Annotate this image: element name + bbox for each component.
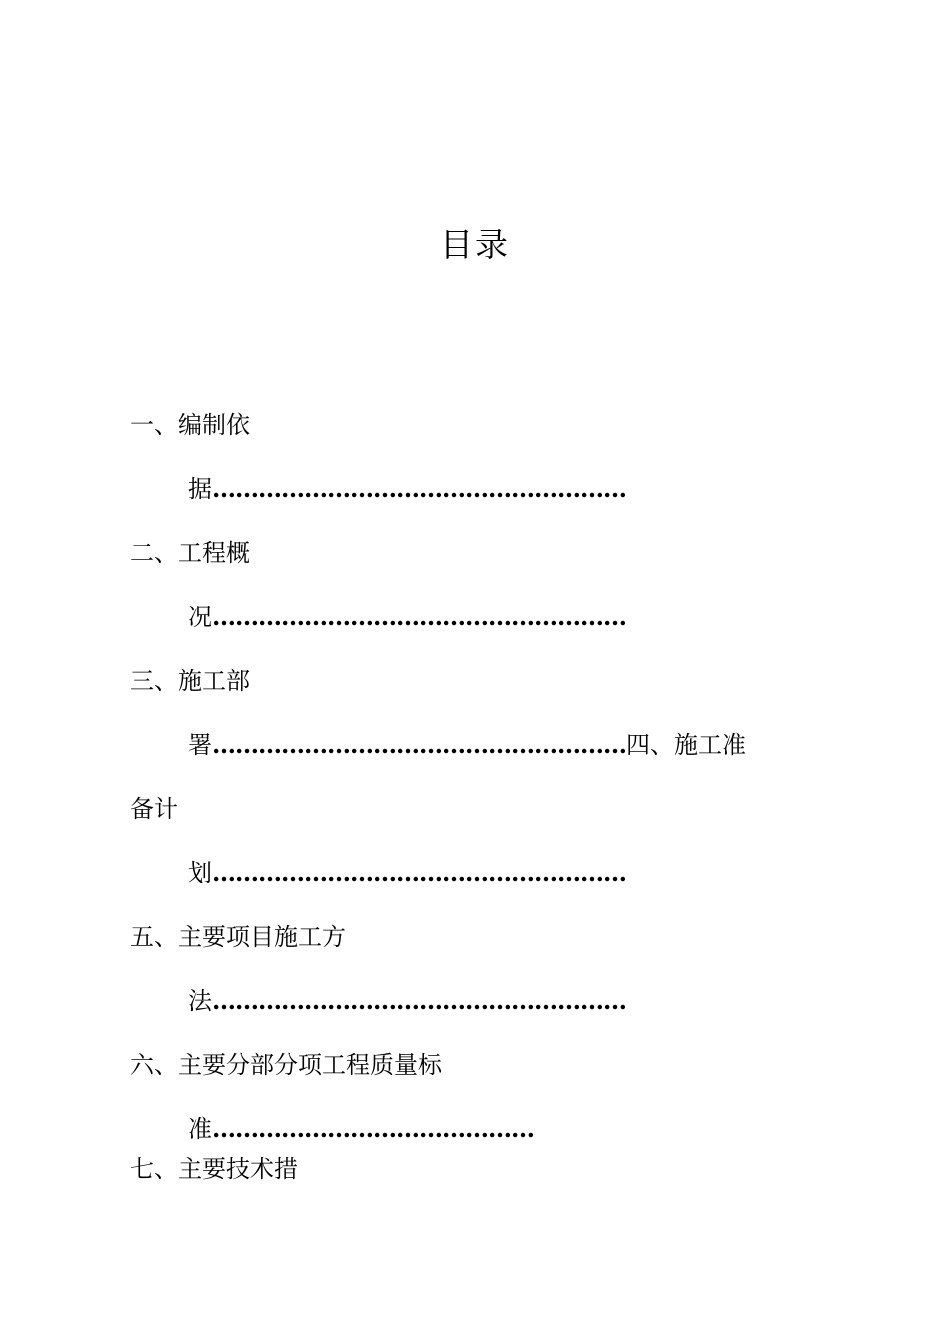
toc-entry-3-continuation: [188, 730, 746, 760]
toc-leader-dots: ………………………………………………: [212, 730, 626, 759]
toc-entry-text: 据: [188, 475, 212, 503]
toc-leader-dots: ………………………………………………: [212, 474, 626, 503]
toc-entry-6-continuation: [188, 1114, 534, 1144]
toc-entry-1-continuation: [188, 474, 626, 504]
toc-entry-4-heading: 四、施工准: [626, 731, 746, 759]
toc-entry-3-heading: 三、施工部: [130, 667, 250, 695]
toc-entry-7-heading: 七、主要技术措: [130, 1155, 298, 1183]
toc-entry-4-continuation: [188, 858, 626, 888]
toc-entry-2-heading: 二、工程概: [130, 539, 250, 567]
toc-leader-dots: ……………………………………: [212, 1114, 534, 1143]
toc-entry-text: 况: [188, 603, 212, 631]
toc-entry-1-heading: 一、编制依: [130, 411, 250, 439]
toc-entry-5-heading: 五、主要项目施工方: [130, 923, 346, 951]
toc-entry-4-heading-cont: 备计: [130, 795, 178, 823]
toc-leader-dots: ………………………………………………: [212, 858, 626, 887]
toc-entry-text: 划: [188, 859, 212, 887]
toc-leader-dots: ………………………………………………: [212, 986, 626, 1015]
toc-entry-6-heading: 六、主要分部分项工程质量标: [130, 1051, 442, 1079]
toc-entry-text: 法: [188, 987, 212, 1015]
toc-leader-dots: ………………………………………………: [212, 602, 626, 631]
toc-entry-5-continuation: [188, 986, 626, 1016]
toc-entry-text: 准: [188, 1115, 212, 1143]
toc-entry-2-continuation: [188, 602, 626, 632]
toc-entry-text: 署: [188, 731, 212, 759]
page-title: 目录: [440, 225, 510, 264]
